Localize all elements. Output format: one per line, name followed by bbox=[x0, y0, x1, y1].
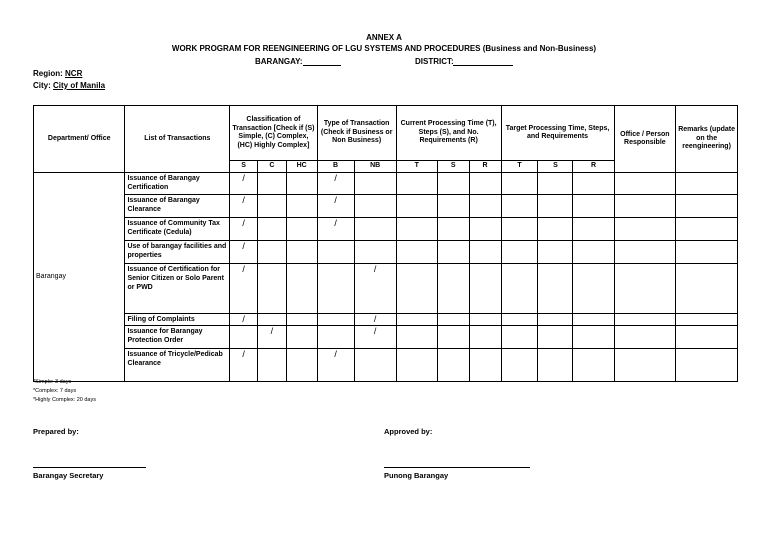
check-cell-b[interactable] bbox=[317, 264, 354, 314]
header-target-processing: Target Processing Time, Steps, and Requirements bbox=[501, 106, 614, 161]
office-cell[interactable] bbox=[614, 349, 676, 382]
city-line bbox=[33, 81, 105, 91]
transaction-name: Issuance of Community Tax Certificate (Cedula) bbox=[125, 218, 230, 241]
target-time-cell[interactable] bbox=[501, 326, 538, 349]
target-steps-cell[interactable] bbox=[538, 218, 573, 241]
table-row bbox=[34, 326, 738, 349]
current-steps-cell[interactable] bbox=[437, 349, 469, 382]
check-cell-c[interactable] bbox=[258, 314, 287, 326]
check-cell-c[interactable]: / bbox=[258, 326, 287, 349]
check-cell-c[interactable] bbox=[258, 349, 287, 382]
target-time-cell[interactable] bbox=[501, 195, 538, 218]
subheader-simple: S bbox=[230, 161, 258, 173]
prepared-by-name: Barangay Secretary bbox=[33, 471, 104, 480]
current-time-cell[interactable] bbox=[396, 195, 437, 218]
check-cell-s[interactable]: / bbox=[230, 218, 258, 241]
check-cell-nb[interactable] bbox=[354, 218, 396, 241]
check-cell-b[interactable] bbox=[317, 314, 354, 326]
table-row bbox=[34, 218, 738, 241]
target-steps-cell[interactable] bbox=[538, 349, 573, 382]
remarks-cell[interactable] bbox=[676, 241, 738, 264]
current-requirements-cell[interactable] bbox=[469, 326, 501, 349]
header-current-processing: Current Processing Time (T), Steps (S), and No. Requirements (R) bbox=[396, 106, 501, 161]
check-cell-nb[interactable]: / bbox=[354, 326, 396, 349]
check-cell-s[interactable]: / bbox=[230, 314, 258, 326]
subheader-target-steps: S bbox=[538, 161, 573, 173]
approved-by-name: Punong Barangay bbox=[384, 471, 449, 480]
current-requirements-cell[interactable] bbox=[469, 241, 501, 264]
check-cell-s[interactable]: / bbox=[230, 349, 258, 382]
target-steps-cell[interactable] bbox=[538, 173, 573, 195]
check-cell-c[interactable] bbox=[258, 241, 287, 264]
region-value: NCR bbox=[65, 69, 83, 78]
approved-signature-line[interactable] bbox=[384, 467, 530, 468]
target-requirements-cell[interactable] bbox=[573, 241, 614, 264]
check-cell-b[interactable] bbox=[317, 326, 354, 349]
subheader-non-business: NB bbox=[354, 161, 396, 173]
check-cell-hc[interactable] bbox=[286, 218, 317, 241]
check-cell-nb[interactable] bbox=[354, 241, 396, 264]
transaction-name: Issuance for Barangay Protection Order bbox=[125, 326, 230, 349]
transaction-name: Use of barangay facilities and properties bbox=[125, 241, 230, 264]
target-steps-cell[interactable] bbox=[538, 326, 573, 349]
current-steps-cell[interactable] bbox=[437, 218, 469, 241]
current-steps-cell[interactable] bbox=[437, 264, 469, 314]
header-transactions: List of Transactions bbox=[125, 106, 230, 173]
current-steps-cell[interactable] bbox=[437, 195, 469, 218]
check-cell-nb[interactable]: / bbox=[354, 264, 396, 314]
classification-notes bbox=[33, 378, 96, 405]
office-cell[interactable] bbox=[614, 241, 676, 264]
check-cell-nb[interactable]: / bbox=[354, 314, 396, 326]
header-office: Office / Person Responsible bbox=[614, 106, 676, 173]
check-cell-s[interactable] bbox=[230, 326, 258, 349]
table-row bbox=[34, 241, 738, 264]
transaction-name: Issuance of Barangay Certification bbox=[125, 173, 230, 195]
remarks-cell[interactable] bbox=[676, 326, 738, 349]
check-cell-c[interactable] bbox=[258, 264, 287, 314]
subheader-current-steps: S bbox=[437, 161, 469, 173]
office-cell[interactable] bbox=[614, 218, 676, 241]
table-row bbox=[34, 314, 738, 326]
transaction-name: Issuance of Barangay Clearance bbox=[125, 195, 230, 218]
office-cell[interactable] bbox=[614, 195, 676, 218]
district-label: DISTRICT: bbox=[415, 57, 454, 66]
check-cell-c[interactable] bbox=[258, 173, 287, 195]
header-type: Type of Transaction (Check if Business or Non Business) bbox=[317, 106, 396, 161]
header-remarks: Remarks (update on the reengineering) bbox=[676, 106, 738, 173]
subheader-current-time: T bbox=[396, 161, 437, 173]
current-requirements-cell[interactable] bbox=[469, 195, 501, 218]
table-row bbox=[34, 264, 738, 314]
check-cell-hc[interactable] bbox=[286, 314, 317, 326]
check-cell-hc[interactable] bbox=[286, 326, 317, 349]
target-steps-cell[interactable] bbox=[538, 195, 573, 218]
table-row bbox=[34, 173, 738, 195]
remarks-cell[interactable] bbox=[676, 218, 738, 241]
target-requirements-cell[interactable] bbox=[573, 218, 614, 241]
city-value: City of Manila bbox=[53, 81, 106, 90]
office-cell[interactable] bbox=[614, 326, 676, 349]
target-requirements-cell[interactable] bbox=[573, 314, 614, 326]
note-simple: *Simple: 3 days bbox=[33, 379, 72, 385]
current-steps-cell[interactable] bbox=[437, 173, 469, 195]
check-cell-c[interactable] bbox=[258, 195, 287, 218]
subheader-highly-complex: HC bbox=[286, 161, 317, 173]
check-cell-b[interactable]: / bbox=[317, 349, 354, 382]
target-steps-cell[interactable] bbox=[538, 264, 573, 314]
current-requirements-cell[interactable] bbox=[469, 264, 501, 314]
target-steps-cell[interactable] bbox=[538, 314, 573, 326]
city-label: City: bbox=[33, 81, 51, 90]
note-complex: *Complex: 7 days bbox=[33, 388, 77, 394]
document-title: WORK PROGRAM FOR REENGINEERING OF LGU SYSTEMS AND PROCEDURES (Business and Non-Business) bbox=[171, 44, 597, 53]
target-steps-cell[interactable] bbox=[538, 241, 573, 264]
current-steps-cell[interactable] bbox=[437, 326, 469, 349]
current-requirements-cell[interactable] bbox=[469, 349, 501, 382]
check-cell-c[interactable] bbox=[258, 218, 287, 241]
target-time-cell[interactable] bbox=[501, 241, 538, 264]
barangay-label: BARANGAY: bbox=[255, 57, 303, 66]
target-time-cell[interactable] bbox=[501, 173, 538, 195]
current-time-cell[interactable] bbox=[396, 173, 437, 195]
check-cell-hc[interactable] bbox=[286, 195, 317, 218]
check-cell-b[interactable]: / bbox=[317, 173, 354, 195]
check-cell-b[interactable]: / bbox=[317, 218, 354, 241]
target-requirements-cell[interactable] bbox=[573, 264, 614, 314]
check-cell-s[interactable]: / bbox=[230, 195, 258, 218]
district-field[interactable] bbox=[453, 57, 513, 66]
prepared-signature-line[interactable] bbox=[33, 467, 146, 468]
target-requirements-cell[interactable] bbox=[573, 349, 614, 382]
remarks-cell[interactable] bbox=[676, 314, 738, 326]
office-cell[interactable] bbox=[614, 264, 676, 314]
barangay-field[interactable] bbox=[303, 57, 341, 66]
remarks-cell[interactable] bbox=[676, 173, 738, 195]
department-cell: Barangay bbox=[34, 173, 125, 382]
current-time-cell[interactable] bbox=[396, 326, 437, 349]
current-time-cell[interactable] bbox=[396, 264, 437, 314]
office-cell[interactable] bbox=[614, 173, 676, 195]
check-cell-nb[interactable] bbox=[354, 173, 396, 195]
remarks-cell[interactable] bbox=[676, 264, 738, 314]
current-steps-cell[interactable] bbox=[437, 241, 469, 264]
remarks-cell[interactable] bbox=[676, 349, 738, 382]
check-cell-b[interactable] bbox=[317, 241, 354, 264]
target-requirements-cell[interactable] bbox=[573, 326, 614, 349]
target-time-cell[interactable] bbox=[501, 314, 538, 326]
check-cell-nb[interactable] bbox=[354, 349, 396, 382]
target-time-cell[interactable] bbox=[501, 349, 538, 382]
subheader-target-time: T bbox=[501, 161, 538, 173]
transaction-name: Issuance of Tricycle/Pedicab Clearance bbox=[125, 349, 230, 382]
current-requirements-cell[interactable] bbox=[469, 173, 501, 195]
current-requirements-cell[interactable] bbox=[469, 218, 501, 241]
current-time-cell[interactable] bbox=[396, 218, 437, 241]
subheader-complex: C bbox=[258, 161, 287, 173]
annex-label: ANNEX A bbox=[366, 33, 402, 42]
target-time-cell[interactable] bbox=[501, 264, 538, 314]
check-cell-nb[interactable] bbox=[354, 195, 396, 218]
current-steps-cell[interactable] bbox=[437, 314, 469, 326]
current-time-cell[interactable] bbox=[396, 349, 437, 382]
work-program-table bbox=[33, 105, 738, 382]
check-cell-b[interactable]: / bbox=[317, 195, 354, 218]
check-cell-hc[interactable] bbox=[286, 241, 317, 264]
target-requirements-cell[interactable] bbox=[573, 195, 614, 218]
remarks-cell[interactable] bbox=[676, 195, 738, 218]
region-label: Region: bbox=[33, 69, 63, 78]
subheader-target-requirements: R bbox=[573, 161, 614, 173]
header-classification: Classification of Transaction [Check if (S) Simple, (C) Complex, (HC) Highly Complex] bbox=[230, 106, 317, 161]
subheader-business: B bbox=[317, 161, 354, 173]
header-department: Department/ Office bbox=[34, 106, 125, 173]
check-cell-s[interactable]: / bbox=[230, 241, 258, 264]
transaction-name: Filing of Complaints bbox=[125, 314, 230, 326]
table-row bbox=[34, 195, 738, 218]
current-requirements-cell[interactable] bbox=[469, 314, 501, 326]
check-cell-s[interactable]: / bbox=[230, 173, 258, 195]
prepared-by-label: Prepared by: bbox=[33, 427, 79, 436]
current-time-cell[interactable] bbox=[396, 314, 437, 326]
check-cell-s[interactable]: / bbox=[230, 264, 258, 314]
note-highly-complex: *Highly Complex: 20 days bbox=[33, 397, 96, 403]
check-cell-hc[interactable] bbox=[286, 264, 317, 314]
office-cell[interactable] bbox=[614, 314, 676, 326]
current-time-cell[interactable] bbox=[396, 241, 437, 264]
transaction-name: Issuance of Certification for Senior Citizen or Solo Parent or PWD bbox=[125, 264, 230, 314]
approved-by-label: Approved by: bbox=[384, 427, 433, 436]
check-cell-hc[interactable] bbox=[286, 173, 317, 195]
check-cell-hc[interactable] bbox=[286, 349, 317, 382]
target-requirements-cell[interactable] bbox=[573, 173, 614, 195]
target-time-cell[interactable] bbox=[501, 218, 538, 241]
region-line bbox=[33, 69, 82, 79]
table-row bbox=[34, 349, 738, 382]
subheader-current-requirements: R bbox=[469, 161, 501, 173]
